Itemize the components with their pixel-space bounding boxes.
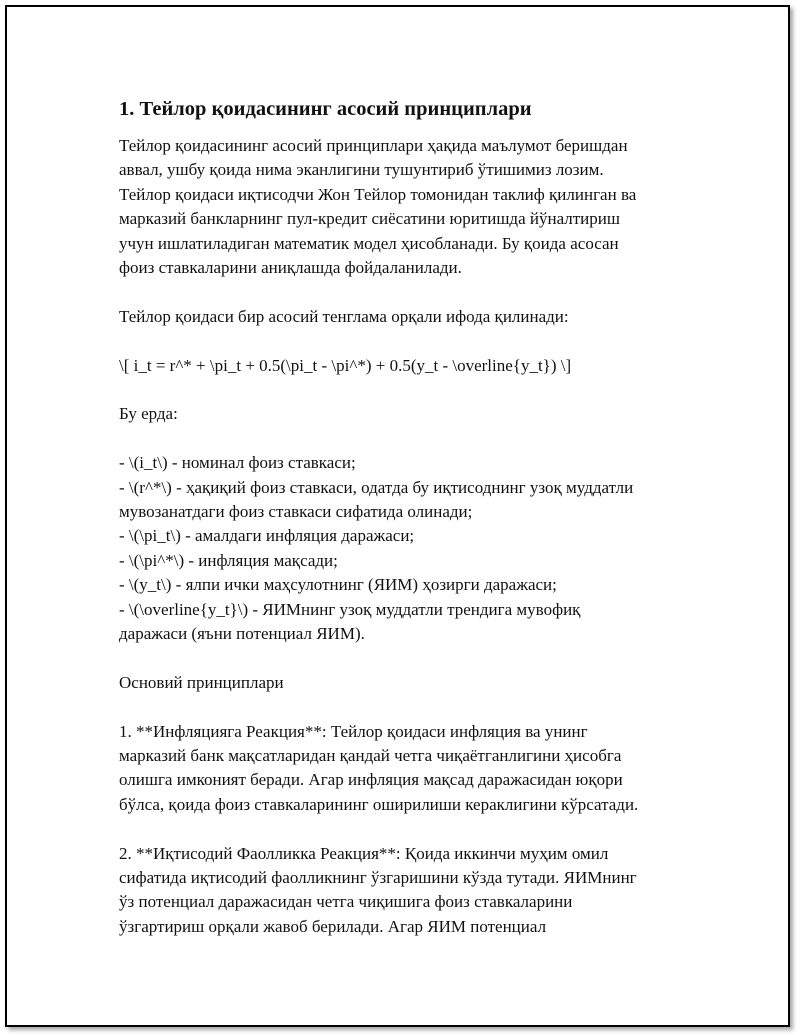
where-paragraph [119,402,709,426]
section-heading: 1. Тейлор қоидасининг асосий принциплари [119,98,532,120]
list-item: даражаси (яъни потенциал ЯИМ). [119,624,365,644]
principle-one-paragraph [119,720,709,818]
text-line: Тейлор қоидаси иқтисодчи Жон Тейлор томонидан таклиф қилинган ва [119,184,637,204]
text-line: ўз потенциал даражасидан четга чиқишига фоиз ставкаларини [119,892,573,912]
equation-intro-paragraph [119,305,709,329]
principle-two-paragraph [119,842,709,940]
text-line: 2. **Иқтисодий Фаолликка Реакция**: Қоида иккинчи муҳим омил [119,843,609,863]
list-item: - \(\pi^*\) - инфляция мақсади; [119,550,338,570]
definitions-list [119,451,709,646]
text-line: аввал, ушбу қоида нима эканлигини тушунтириб ўтишимиз лозим. [119,160,604,180]
text-line: марказий банк мақсатларидан қандай четга чиқаётганлигини ҳисобга [119,746,622,766]
list-item: - \(i_t\) - номинал фоиз ставкаси; [119,453,356,473]
principles-heading-paragraph [119,671,709,695]
text-line: фоиз ставкаларини аниқлашда фойдаланилади. [119,258,462,278]
text-line: Бу ерда: [119,404,178,424]
list-item: - \(r^*\) - ҳақиқий фоиз ставкаси, одатда бу иқтисоднинг узоқ муддатли [119,477,634,497]
list-item: - \(y_t\) - ялпи ички маҳсулотнинг (ЯИМ) ҳозирги даражаси; [119,575,557,595]
list-item: мувозанатдаги фоиз ставкаси сифатида олинади; [119,502,473,522]
text-line: Тейлор қоидаси бир асосий тенглама орқали ифода қилинади: [119,306,569,326]
text-line: сифатида иқтисодий фаолликнинг ўзгаришини кўзда тутади. ЯИМнинг [119,868,637,888]
text-line: учун ишлатиладиган математик модел ҳисобланади. Бу қоида асосан [119,233,619,253]
text-line: олишга имконият беради. Агар инфляция мақсад даражасидан юқори [119,770,623,790]
list-item: - \(\pi_t\) - амалдаги инфляция даражаси; [119,526,415,546]
text-line: Основий принциплари [119,672,284,692]
equation-paragraph [119,354,709,378]
equation-line: \[ i_t = r^* + \pi_t + 0.5(\pi_t - \pi^*) + 0.5(y_t - \overline{y_t}) \] [119,355,572,375]
text-line: 1. **Инфляцияга Реакция**: Тейлор қоидаси инфляция ва унинг [119,721,588,741]
list-item: - \(\overline{y_t}\) - ЯИМнинг узоқ муддатли трендига мувофиқ [119,599,581,619]
text-line: марказий банкларнинг пул-кредит сиёсатини юритишда йўналтириш [119,209,620,229]
text-line: ўзгартириш орқали жавоб берилади. Агар ЯИМ потенциал [119,916,547,936]
document-page [5,5,790,1027]
intro-paragraph [119,134,709,280]
document-content [119,95,709,964]
text-line: Тейлор қоидасининг асосий принциплари ҳақида маълумот беришдан [119,136,628,155]
text-line: бўлса, қоида фоиз ставкаларининг оширилиши кераклигини кўрсатади. [119,794,639,814]
